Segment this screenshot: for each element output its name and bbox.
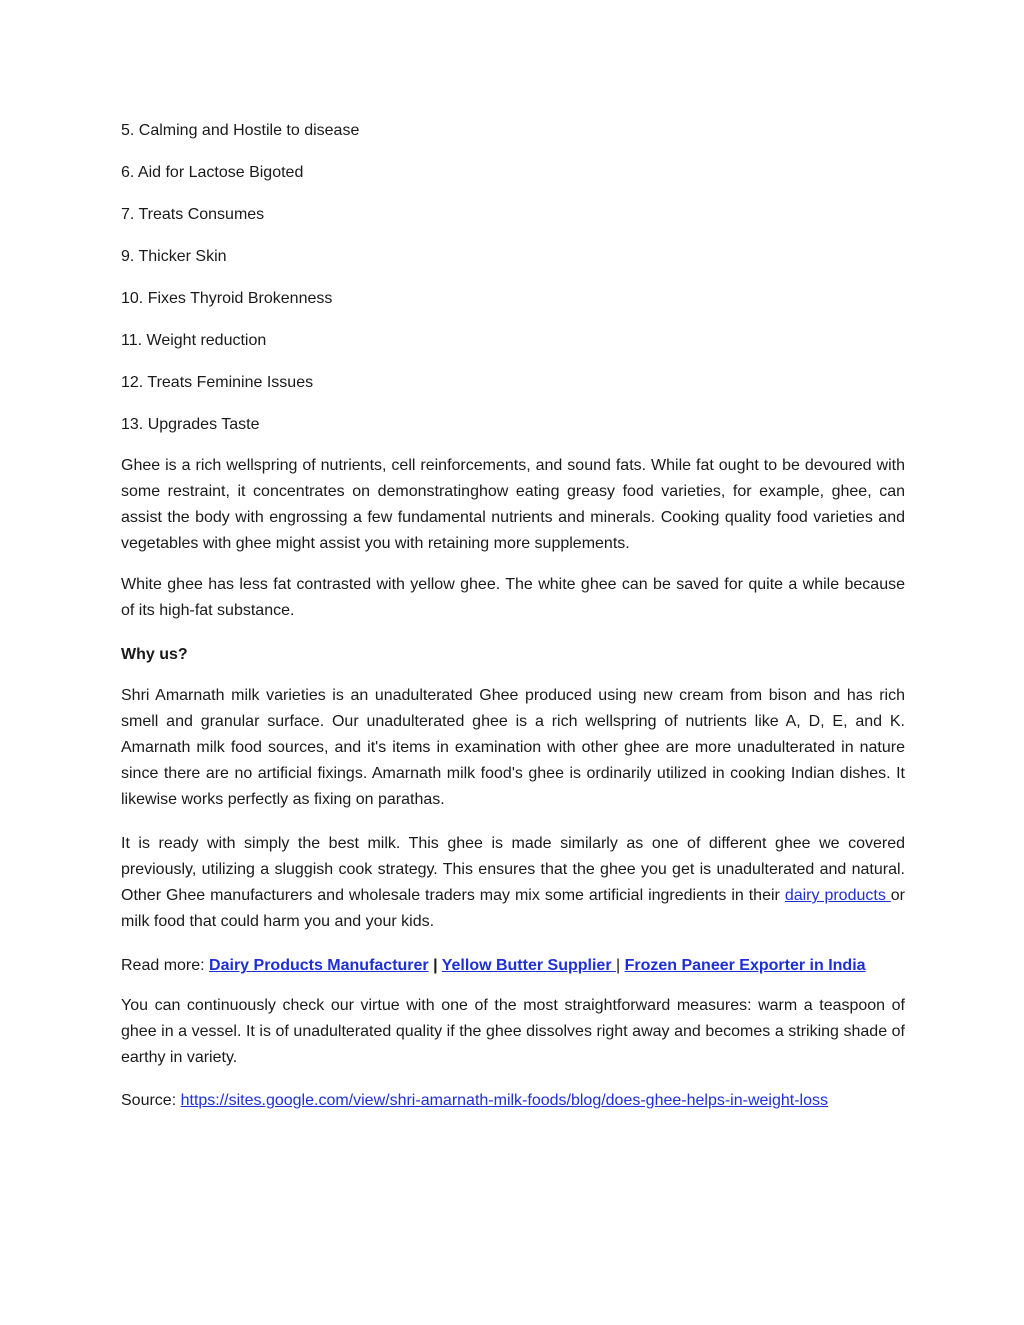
- benefit-list-item: 5. Calming and Hostile to disease: [121, 122, 360, 139]
- benefit-list-item: 13. Upgrades Taste: [121, 416, 260, 433]
- benefit-list-item: 6. Aid for Lactose Bigoted: [121, 164, 304, 181]
- read-more-label: Read more:: [121, 957, 210, 974]
- read-more-separator: |: [615, 957, 625, 974]
- benefit-list-item: 12. Treats Feminine Issues: [121, 374, 314, 391]
- best-milk-text: It is ready with simply the best milk. This ghee is made similarly as one of different ghee we covered previously, utilizing a sluggish cook strategy. This ensures that the ghee you get is unadulterated and natural. Other Ghee manufacturers and wholesale traders may mix some artificial ingredients in their: [121, 835, 905, 904]
- best-milk-paragraph: [121, 831, 905, 935]
- ghee-nutrients-paragraph: Ghee is a rich wellspring of nutrients, cell reinforcements, and sound fats. While fat ought to be devoured with some restraint, it concentrates on demonstratinghow eating greasy food varieties, for example, ghee, can assist the body with engrossing a few fundamental nutrients and minerals. Cooking quality food varieties and vegetables with ghee might assist you with retaining more supplements.: [121, 457, 905, 552]
- frozen-paneer-exporter-link[interactable]: Frozen Paneer Exporter in India: [624, 957, 866, 974]
- yellow-butter-supplier-link[interactable]: Yellow Butter Supplier: [441, 957, 616, 974]
- dairy-products-link[interactable]: dairy products: [784, 887, 891, 904]
- best-milk-tail: or milk food that could harm you and your kids.: [121, 887, 906, 930]
- why-us-heading: Why us?: [121, 646, 188, 663]
- benefit-list-item: 9. Thicker Skin: [121, 248, 227, 265]
- read-more-separator: |: [428, 957, 442, 974]
- dairy-products-manufacturer-link[interactable]: Dairy Products Manufacturer: [209, 957, 429, 974]
- benefit-list-item: 11. Weight reduction: [121, 332, 267, 349]
- source-url-link[interactable]: https://sites.google.com/view/shri-amarnath-milk-foods/blog/does-ghee-helps-in-weight-loss: [180, 1092, 828, 1109]
- source-label: Source:: [121, 1092, 181, 1109]
- read-more-line: [121, 953, 905, 979]
- shri-amarnath-paragraph: Shri Amarnath milk varieties is an unadulterated Ghee produced using new cream from bison and has rich smell and granular surface. Our unadulterated ghee is a rich wellspring of nutrients like A, D, E, and K. Amarnath milk food sources, and it's items in examination with other ghee are more unadulterated in nature since there are no artificial fixings. Amarnath milk food's ghee is ordinarily utilized in cooking Indian dishes. It likewise works perfectly as fixing on parathas.: [121, 687, 905, 808]
- benefit-list-item: 10. Fixes Thyroid Brokenness: [121, 290, 333, 307]
- benefit-list-item: 7. Treats Consumes: [121, 206, 265, 223]
- source-line: [121, 1088, 905, 1114]
- virtue-check-paragraph: You can continuously check our virtue with one of the most straightforward measures: warm a teaspoon of ghee in a vessel. It is of unadulterated quality if the ghee dissolves right away and becomes a striking shade of earthy in variety.: [121, 997, 905, 1066]
- white-ghee-paragraph: White ghee has less fat contrasted with yellow ghee. The white ghee can be saved for quite a while because of its high-fat substance.: [121, 576, 905, 619]
